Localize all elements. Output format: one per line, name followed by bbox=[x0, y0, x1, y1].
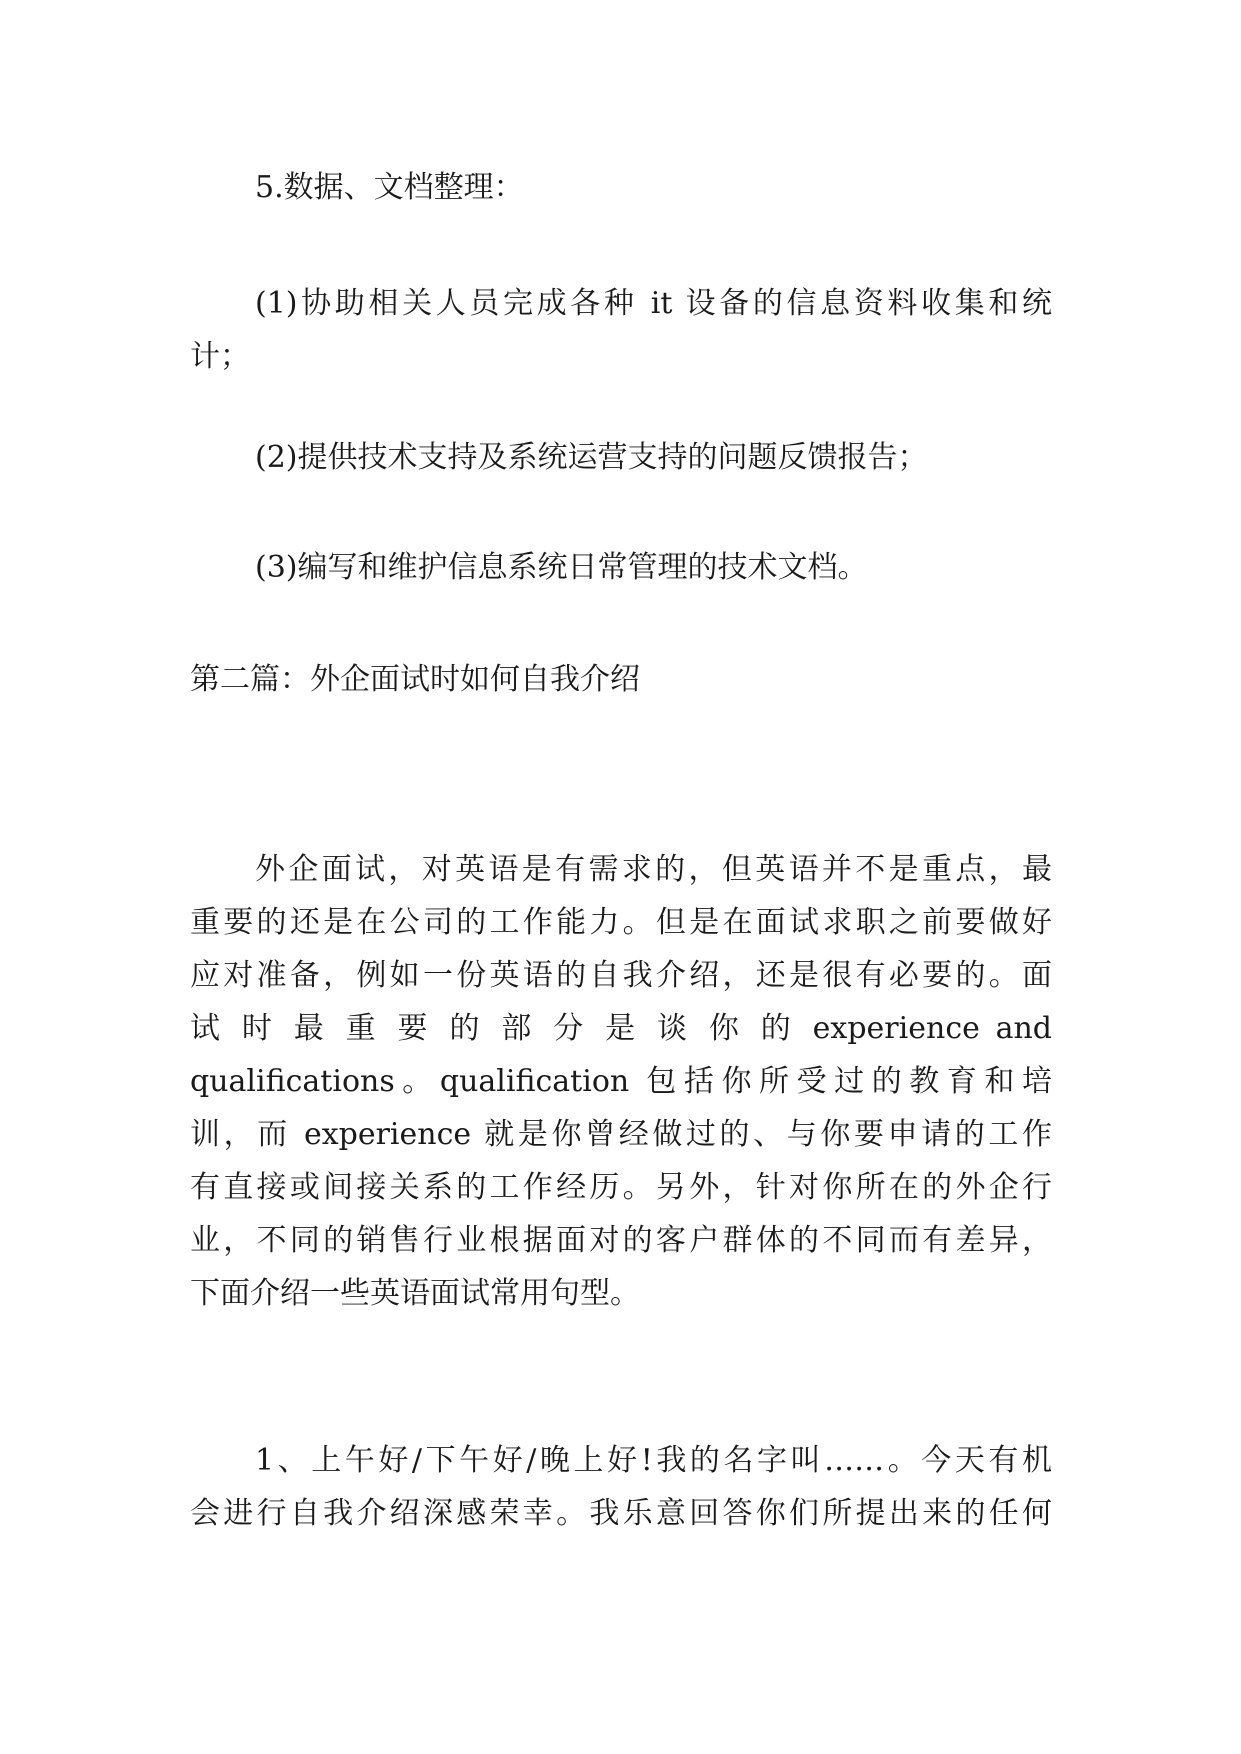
paragraph-line: 下面介绍一些英语面试常用句型。 bbox=[190, 1276, 640, 1311]
chapter-title: 第二篇：外企面试时如何自我介绍 bbox=[190, 662, 640, 697]
section-heading: 5.数据、文档整理： bbox=[255, 170, 524, 205]
list-item-1-line-1: (1)协助相关人员完成各种 it 设备的信息资料收集和统 bbox=[255, 286, 1052, 321]
paragraph-line: 1、上午好/下午好/晚上好!我的名字叫……。今天有机 bbox=[255, 1443, 1052, 1478]
paragraph-line: 训，而 experience 就是你曾经做过的、与你要申请的工作 bbox=[190, 1117, 1052, 1152]
paragraph-line: 有直接或间接关系的工作经历。另外，针对你所在的外企行 bbox=[190, 1170, 1052, 1205]
list-item-1-line-2: 计； bbox=[190, 339, 250, 374]
paragraph-line: 重要的还是在公司的工作能力。但是在面试求职之前要做好 bbox=[190, 905, 1052, 940]
list-item-3: (3)编写和维护信息系统日常管理的技术文档。 bbox=[255, 550, 868, 585]
paragraph-line: 外企面试，对英语是有需求的，但英语并不是重点，最 bbox=[255, 852, 1052, 887]
paragraph-line: 应对准备，例如一份英语的自我介绍，还是很有必要的。面 bbox=[190, 958, 1052, 993]
paragraph-line: qualifications。qualification 包括你所受过的教育和培 bbox=[190, 1064, 1052, 1099]
paragraph-line: 会进行自我介绍深感荣幸。我乐意回答你们所提出来的任何 bbox=[190, 1496, 1052, 1531]
paragraph-line: 试 时 最 重 要 的 部 分 是 谈 你 的 experience and bbox=[190, 1011, 1052, 1046]
paragraph-line: 业，不同的销售行业根据面对的客户群体的不同而有差异， bbox=[190, 1223, 1052, 1258]
list-item-2: (2)提供技术支持及系统运营支持的问题反馈报告； bbox=[255, 440, 928, 475]
